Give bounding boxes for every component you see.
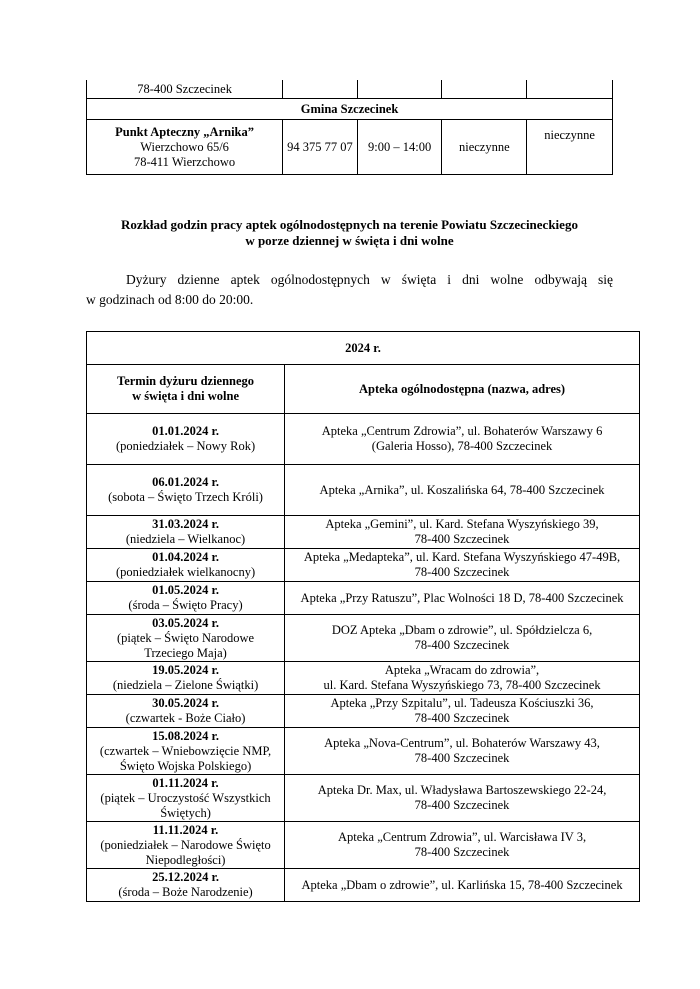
year-header: 2024 r. <box>87 332 640 365</box>
pharmacy-address-line: Apteka „Nova-Centrum”, ul. Bohaterów Warszawy 43, <box>324 736 600 750</box>
table-row <box>87 516 640 549</box>
hours-cell: 9:00 – 14:00 <box>357 120 442 175</box>
table-row <box>87 662 640 695</box>
holiday-description: Święto Wojska Polskiego) <box>119 758 252 773</box>
holiday-description: (środa – Boże Narodzenie) <box>118 885 253 899</box>
duty-date-cell <box>87 775 285 822</box>
column-header-pharmacy: Apteka ogólnodostępna (nazwa, adres) <box>285 365 640 414</box>
pharmacy-address-line: Apteka Dr. Max, ul. Władysława Bartoszewskiego 22-24, <box>317 783 607 797</box>
table-row <box>87 695 640 728</box>
pharmacy-address-line: Apteka „Przy Szpitalu”, ul. Tadeusza Kościuszki 36, <box>330 696 594 710</box>
pharmacy-address-line: 78-400 Szczecinek <box>414 565 510 579</box>
table-row <box>87 120 613 175</box>
holiday-description: (poniedziałek – Nowy Rok) <box>115 439 256 453</box>
duty-date: 01.04.2024 r. <box>152 550 219 564</box>
duty-date: 06.01.2024 r. <box>152 475 219 489</box>
pharmacy-address-line: 78-400 Szczecinek <box>414 638 510 652</box>
duty-date-cell <box>87 728 285 775</box>
pharmacy-address-line: 78-400 Szczecinek <box>414 751 510 765</box>
holiday-description: (poniedziałek wielkanocny) <box>115 565 256 579</box>
table-row <box>87 80 613 99</box>
table-row <box>87 775 640 822</box>
duty-date-cell <box>87 582 285 615</box>
holiday-description: (piątek – Uroczystość Wszystkich <box>100 790 271 805</box>
closed-cell: nieczynne <box>527 120 613 175</box>
holiday-description: (czwartek – Wniebowzięcie NMP, <box>99 743 272 758</box>
pharmacy-cell <box>285 728 640 775</box>
table-header-row <box>87 365 640 414</box>
duty-date: 01.05.2024 r. <box>152 583 219 597</box>
pharmacy-cell <box>285 775 640 822</box>
previous-page-table <box>86 80 613 175</box>
duty-date: 25.12.2024 r. <box>152 870 219 884</box>
heading-line: Rozkład godzin pracy aptek ogólnodostępnych na terenie Powiatu Szczecineckiego <box>121 217 578 232</box>
duty-date: 11.11.2024 r. <box>152 822 219 837</box>
table-row <box>87 414 640 465</box>
holiday-description: Niepodległości) <box>145 852 226 867</box>
pharmacy-address-line: Apteka „Gemini”, ul. Kard. Stefana Wyszyńskiego 39, <box>325 517 599 531</box>
duty-date: 19.05.2024 r. <box>152 663 219 677</box>
pharmacy-address-line: 78-400 Szczecinek <box>414 845 510 859</box>
intro-line: Dyżury dzienne aptek ogólnodostępnych w święta i dni wolne odbywają się <box>126 272 613 287</box>
duty-date: 03.05.2024 r. <box>152 615 219 630</box>
pharmacy-address-line: Apteka „Centrum Zdrowia”, ul. Bohaterów Warszawy 6 <box>321 424 603 438</box>
column-header-date: Termin dyżuru dziennego w święta i dni wolne <box>87 365 285 414</box>
pharmacy-address-line: DOZ Apteka „Dbam o zdrowie”, ul. Spółdzielcza 6, <box>331 623 593 637</box>
pharmacy-cell <box>285 549 640 582</box>
closed-cell: nieczynne <box>442 120 527 175</box>
section-heading <box>86 217 613 249</box>
table-row <box>87 822 640 869</box>
holiday-description: (poniedziałek – Narodowe Święto <box>100 837 271 852</box>
holiday-description: Świętych) <box>160 805 211 820</box>
pharmacy-city: 78-411 Wierzchowo <box>133 154 236 169</box>
duty-date-cell <box>87 414 285 465</box>
duty-date: 30.05.2024 r. <box>152 696 219 710</box>
intro-line: w godzinach od 8:00 do 20:00. <box>86 292 254 307</box>
gmina-header: Gmina Szczecinek <box>87 99 613 120</box>
phone-cell: 94 375 77 07 <box>283 120 358 175</box>
holiday-description: (czwartek - Boże Ciało) <box>125 711 246 725</box>
pharmacy-address-line: (Galeria Hosso), 78-400 Szczecinek <box>371 439 553 453</box>
holiday-description: (środa – Święto Pracy) <box>128 598 243 612</box>
table-row <box>87 549 640 582</box>
pharmacy-cell <box>285 516 640 549</box>
table-row <box>87 615 640 662</box>
holiday-description: (niedziela – Wielkanoc) <box>125 532 246 546</box>
duty-date-cell <box>87 822 285 869</box>
pharmacy-cell <box>285 662 640 695</box>
duty-date: 15.08.2024 r. <box>152 728 219 743</box>
pharmacy-cell <box>285 695 640 728</box>
pharmacy-address-line: 78-400 Szczecinek <box>414 532 510 546</box>
heading-line: w porze dziennej w święta i dni wolne <box>245 233 454 248</box>
duty-date-cell <box>87 549 285 582</box>
pharmacy-address-line: Apteka „Medapteka”, ul. Kard. Stefana Wyszyńskiego 47-49B, <box>303 550 621 564</box>
duty-date-cell <box>87 662 285 695</box>
duty-date-cell <box>87 465 285 516</box>
holiday-description: (sobota – Święto Trzech Króli) <box>108 490 263 504</box>
table-row <box>87 332 640 365</box>
pharmacy-cell <box>285 582 640 615</box>
holiday-description: (niedziela – Zielone Świątki) <box>112 678 259 692</box>
pharmacy-name: Punkt Apteczny „Arnika” <box>115 124 255 139</box>
holiday-schedule-table <box>86 331 640 902</box>
pharmacy-address-line: 78-400 Szczecinek <box>414 798 510 812</box>
duty-date-cell <box>87 615 285 662</box>
holiday-description: (piątek – Święto Narodowe <box>116 630 255 645</box>
duty-date: 01.01.2024 r. <box>152 424 219 438</box>
pharmacy-address-line: Apteka „Przy Ratuszu”, Plac Wolności 18 D, 78-400 Szczecinek <box>300 590 624 605</box>
table-row <box>87 582 640 615</box>
duty-date: 01.11.2024 r. <box>152 775 219 790</box>
duty-date-cell <box>87 869 285 902</box>
pharmacy-address-line: ul. Kard. Stefana Wyszyńskiego 73, 78-400 Szczecinek <box>323 678 601 692</box>
pharmacy-cell <box>285 615 640 662</box>
pharmacy-street: Wierzchowo 65/6 <box>140 139 229 154</box>
pharmacy-address-line: Apteka „Centrum Zdrowia”, ul. Warcisława IV 3, <box>337 830 587 844</box>
table-row <box>87 99 613 120</box>
pharmacy-address-line: Apteka „Dbam o zdrowie”, ul. Karlińska 15, 78-400 Szczecinek <box>301 877 623 892</box>
table-row <box>87 728 640 775</box>
city-cell: 78-400 Szczecinek <box>87 80 283 99</box>
pharmacy-cell <box>285 822 640 869</box>
pharmacy-cell <box>285 869 640 902</box>
duty-date: 31.03.2024 r. <box>152 517 219 531</box>
pharmacy-cell <box>285 414 640 465</box>
pharmacy-name-cell <box>87 120 283 175</box>
duty-date-cell <box>87 695 285 728</box>
table-row <box>87 465 640 516</box>
intro-paragraph <box>86 270 613 310</box>
table-row <box>87 869 640 902</box>
pharmacy-address-line: 78-400 Szczecinek <box>414 711 510 725</box>
duty-date-cell <box>87 516 285 549</box>
holiday-description: Trzeciego Maja) <box>144 645 227 660</box>
pharmacy-cell <box>285 465 640 516</box>
pharmacy-address-line: Apteka „Arnika”, ul. Koszalińska 64, 78-400 Szczecinek <box>319 482 605 497</box>
pharmacy-address-line: Apteka „Wracam do zdrowia”, <box>384 663 540 677</box>
